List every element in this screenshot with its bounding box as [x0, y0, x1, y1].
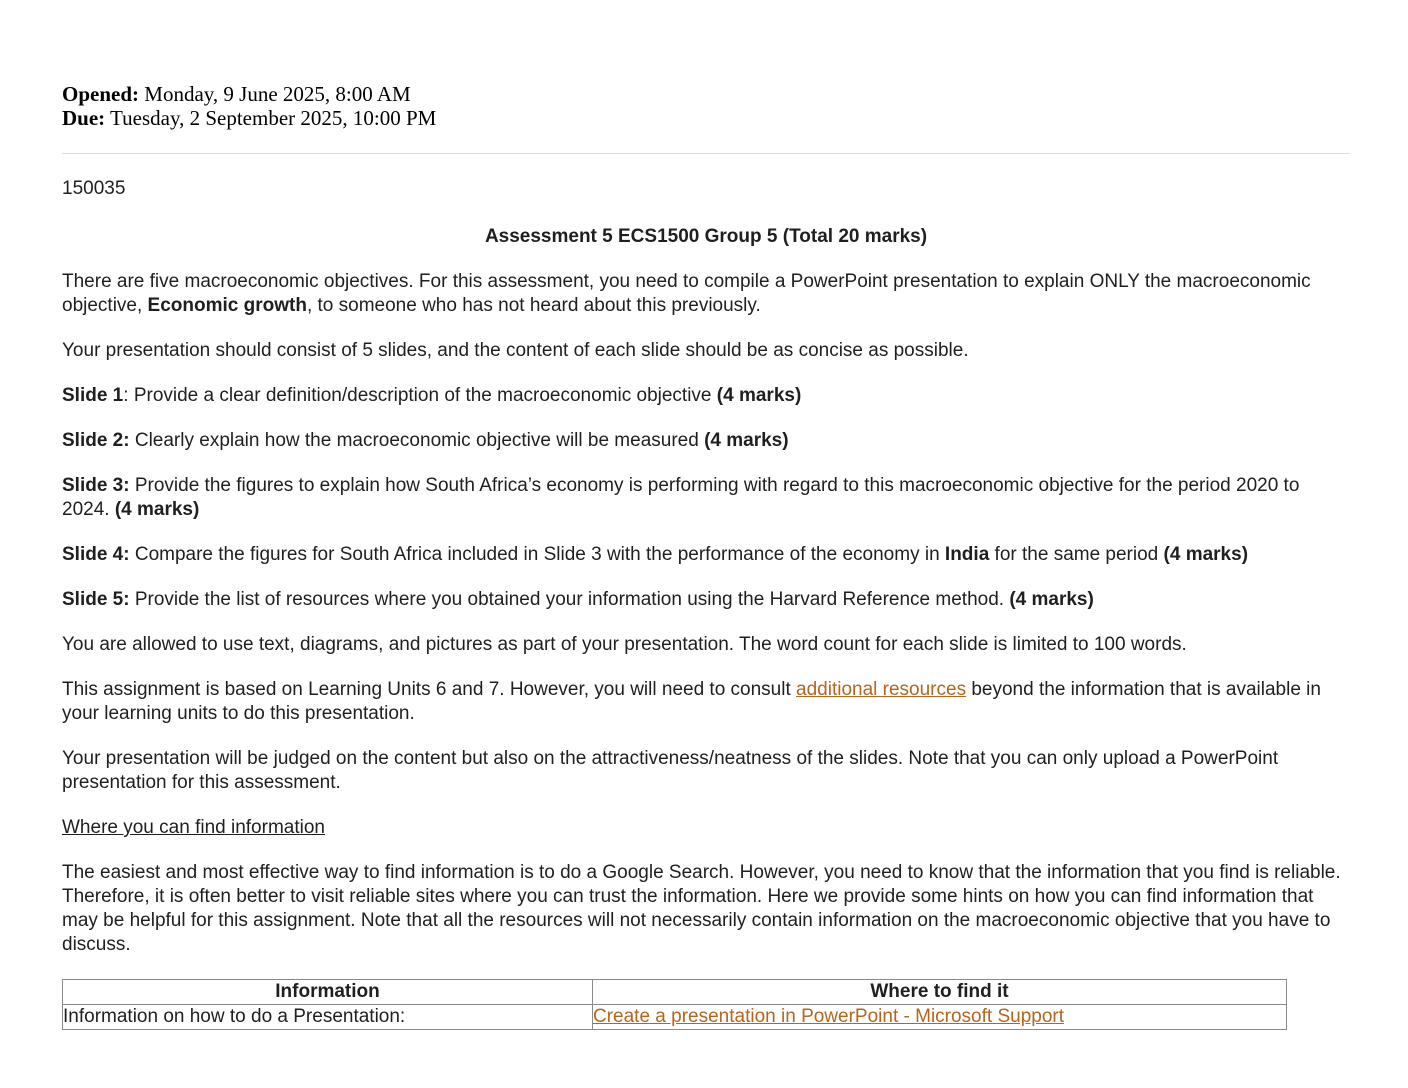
due-label: Due: [62, 106, 106, 130]
table-header-row [63, 980, 1287, 1005]
slide-2-marks: (4 marks) [704, 430, 789, 451]
allowed-paragraph: You are allowed to use text, diagrams, and pictures as part of your presentation. The word count for each slide is limited to 100 words. [62, 634, 1187, 655]
opened-label: Opened: [62, 82, 140, 106]
divider [62, 153, 1350, 154]
table-header-information: Information [63, 980, 593, 1005]
table-header-where: Where to find it [593, 980, 1287, 1005]
learning-units-text-1: This assignment is based on Learning Units 6 and 7. However, you will need to consult [62, 679, 797, 700]
slide-1-text: Provide a clear definition/description of the macroeconomic objective [133, 385, 717, 406]
slide-5-text: Provide the list of resources where you obtained your information using the Harvard Reference method. [134, 589, 1010, 610]
assessment-heading: Assessment 5 ECS1500 Group 5 (Total 20 marks) [484, 226, 928, 247]
slide-2-paragraph [62, 429, 1350, 453]
slides-count-paragraph: Your presentation should consist of 5 slides, and the content of each slide should be as concise as possible. [62, 340, 969, 361]
slide-1-label: Slide 1 [62, 385, 124, 406]
where-heading: Where you can find information [62, 817, 325, 838]
slide-4-text-a: Compare the figures for South Africa included in Slide 3 with the performance of the economy in [134, 544, 945, 565]
table-cell-link [593, 1005, 1287, 1030]
additional-resources-link[interactable]: additional resources [796, 679, 967, 700]
slide-5-label: Slide 5: [62, 589, 130, 610]
due-line [62, 106, 1350, 130]
slide-1-paragraph [62, 384, 1350, 408]
assignment-page [62, 82, 1350, 1030]
search-advice-paragraph: The easiest and most effective way to find information is to do a Google Search. However, you need to know that the information that you find is reliable. Therefore, it is often better to visit reliable sites where you can trust the information. Here we provide some hints on how you can find information that may be helpful for this assignment. Note that all the resources will not necessarily contain information on the macroeconomic objective that you have to discuss. [62, 862, 1341, 955]
intro-text-1: There are five macroeconomic objectives. For this assessment, you need to compile a PowerPoint presentation to explain ONLY the macroeconomic objective, [62, 271, 1311, 316]
intro-text-2: , to someone who has not heard about this previously. [306, 295, 761, 316]
slide-4-label: Slide 4: [62, 544, 130, 565]
slide-2-label: Slide 2: [62, 430, 130, 451]
intro-paragraph [62, 270, 1350, 318]
slide-1-marks: (4 marks) [716, 385, 802, 406]
slide-3-marks: (4 marks) [114, 499, 200, 520]
slide-3-text: Provide the figures to explain how South Africa’s economy is performing with regard to this macroeconomic objective for the period 2020 to 2024. [62, 475, 1300, 520]
powerpoint-support-link[interactable]: Create a presentation in PowerPoint - Microsoft Support [593, 1006, 1065, 1027]
dates-block [62, 82, 1350, 130]
assignment-description [62, 177, 1350, 957]
table-cell-info: Information on how to do a Presentation: [63, 1005, 593, 1030]
opened-value: Monday, 9 June 2025, 8:00 AM [139, 82, 411, 106]
slide-1-sep: : [123, 385, 134, 406]
learning-units-paragraph [62, 678, 1350, 726]
judged-paragraph: Your presentation will be judged on the content but also on the attractiveness/neatness of the slides. Note that you can only upload a PowerPoint presentation for this assessment. [62, 748, 1279, 793]
slide-2-text: Clearly explain how the macroeconomic objective will be measured [134, 430, 705, 451]
intro-bold: Economic growth [147, 295, 307, 316]
slide-4-marks: (4 marks) [1163, 544, 1249, 565]
slide-4-text-b: for the same period [989, 544, 1164, 565]
slide-4-country: India [944, 544, 990, 565]
opened-line [62, 82, 1350, 106]
slide-5-marks: (4 marks) [1009, 589, 1094, 610]
slide-4-paragraph [62, 543, 1350, 567]
table-row [63, 1005, 1287, 1030]
slide-3-label: Slide 3: [62, 475, 130, 496]
due-value: Tuesday, 2 September 2025, 10:00 PM [105, 106, 437, 130]
slide-5-paragraph [62, 588, 1350, 612]
resources-table [62, 979, 1287, 1030]
assignment-id: 150035 [62, 178, 126, 199]
slide-3-paragraph [62, 474, 1350, 522]
learning-units-text-2: beyond the information that is available in your learning units to do this presentation. [62, 679, 1321, 724]
